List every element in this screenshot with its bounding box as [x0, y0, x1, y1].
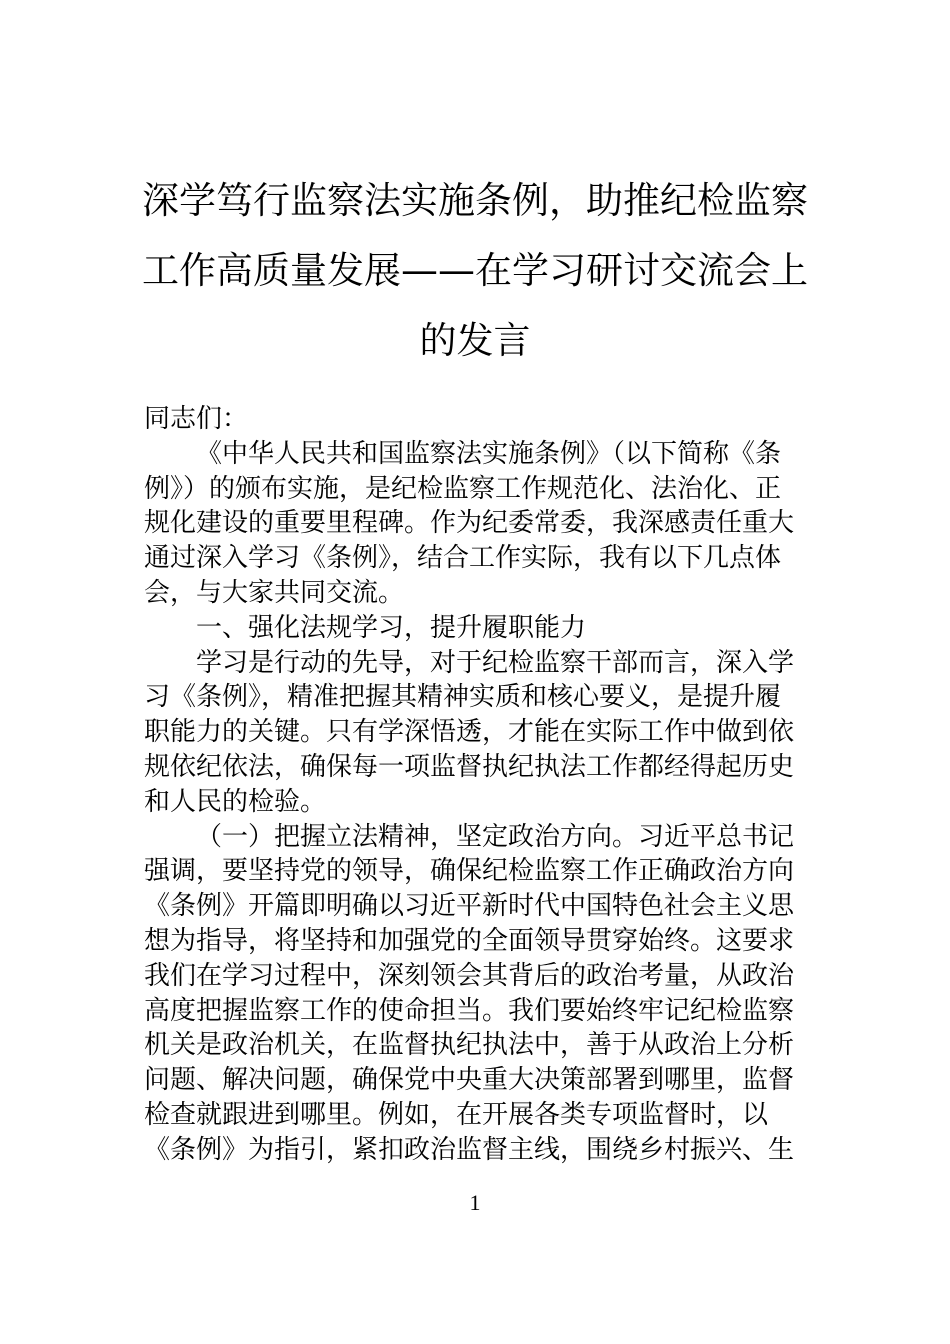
paragraph-line: 习《条例》，精准把握其精神实质和核心要义，是提升履 [144, 682, 782, 713]
paragraph-line: 机关是政治机关，在监督执纪执法中，善于从政治上分析 [144, 1030, 795, 1061]
paragraph-line: 《条例》开篇即明确以习近平新时代中国特色社会主义思 [144, 891, 795, 922]
title-line: 的发言 [419, 319, 531, 362]
paragraph-line: （一）把握立法精神，坚定政治方向。习近平总书记 [196, 821, 795, 852]
paragraph-line: 我们在学习过程中，深刻领会其背后的政治考量，从政治 [144, 960, 795, 991]
paragraph-line: 想为指导，将坚持和加强党的全面领导贯穿始终。这要求 [144, 925, 795, 956]
page-number: 1 [469, 1190, 481, 1215]
paragraph-line: 学习是行动的先导，对于纪检监察干部而言，深入学 [196, 647, 795, 678]
document-title [140, 166, 810, 376]
paragraph-line: 规化建设的重要里程碑。作为纪委常委，我深感责任重大 [144, 508, 795, 539]
salutation: 同志们： [144, 404, 249, 434]
paragraph-line: 和人民的检验。 [144, 786, 327, 817]
paragraph-line: 规依纪依法，确保每一项监督执纪执法工作都经得起历史 [144, 751, 795, 782]
title-line: 工作高质量发展——在学习研讨交流会上 [142, 249, 808, 292]
paragraph-line: 检查就跟进到哪里。例如，在开展各类专项监督时，以 [144, 1099, 769, 1130]
paragraph-line: 《中华人民共和国监察法实施条例》（以下简称《条 [196, 438, 782, 469]
paragraph-line: 会，与大家共同交流。 [144, 577, 405, 608]
section-heading: 一、强化法规学习，提升履职能力 [196, 612, 587, 643]
paragraph-line: 高度把握监察工作的使命担当。我们要始终牢记纪检监察 [144, 995, 795, 1026]
paragraph-line: 强调，要坚持党的领导，确保纪检监察工作正确政治方向 [144, 856, 795, 887]
title-line: 深学笃行监察法实施条例，助推纪检监察 [142, 179, 808, 222]
document-body [144, 402, 814, 1168]
paragraph-line: 问题、解决问题，确保党中央重大决策部署到哪里，监督 [144, 1065, 795, 1096]
paragraph-line: 职能力的关键。只有学深悟透，才能在实际工作中做到依 [144, 717, 795, 748]
paragraph-line: 《条例》为指引，紧扣政治监督主线，围绕乡村振兴、生 [144, 1134, 795, 1165]
paragraph-line: 通过深入学习《条例》，结合工作实际，我有以下几点体 [144, 543, 782, 574]
paragraph-line: 例》）的颁布实施，是纪检监察工作规范化、法治化、正 [144, 473, 782, 504]
